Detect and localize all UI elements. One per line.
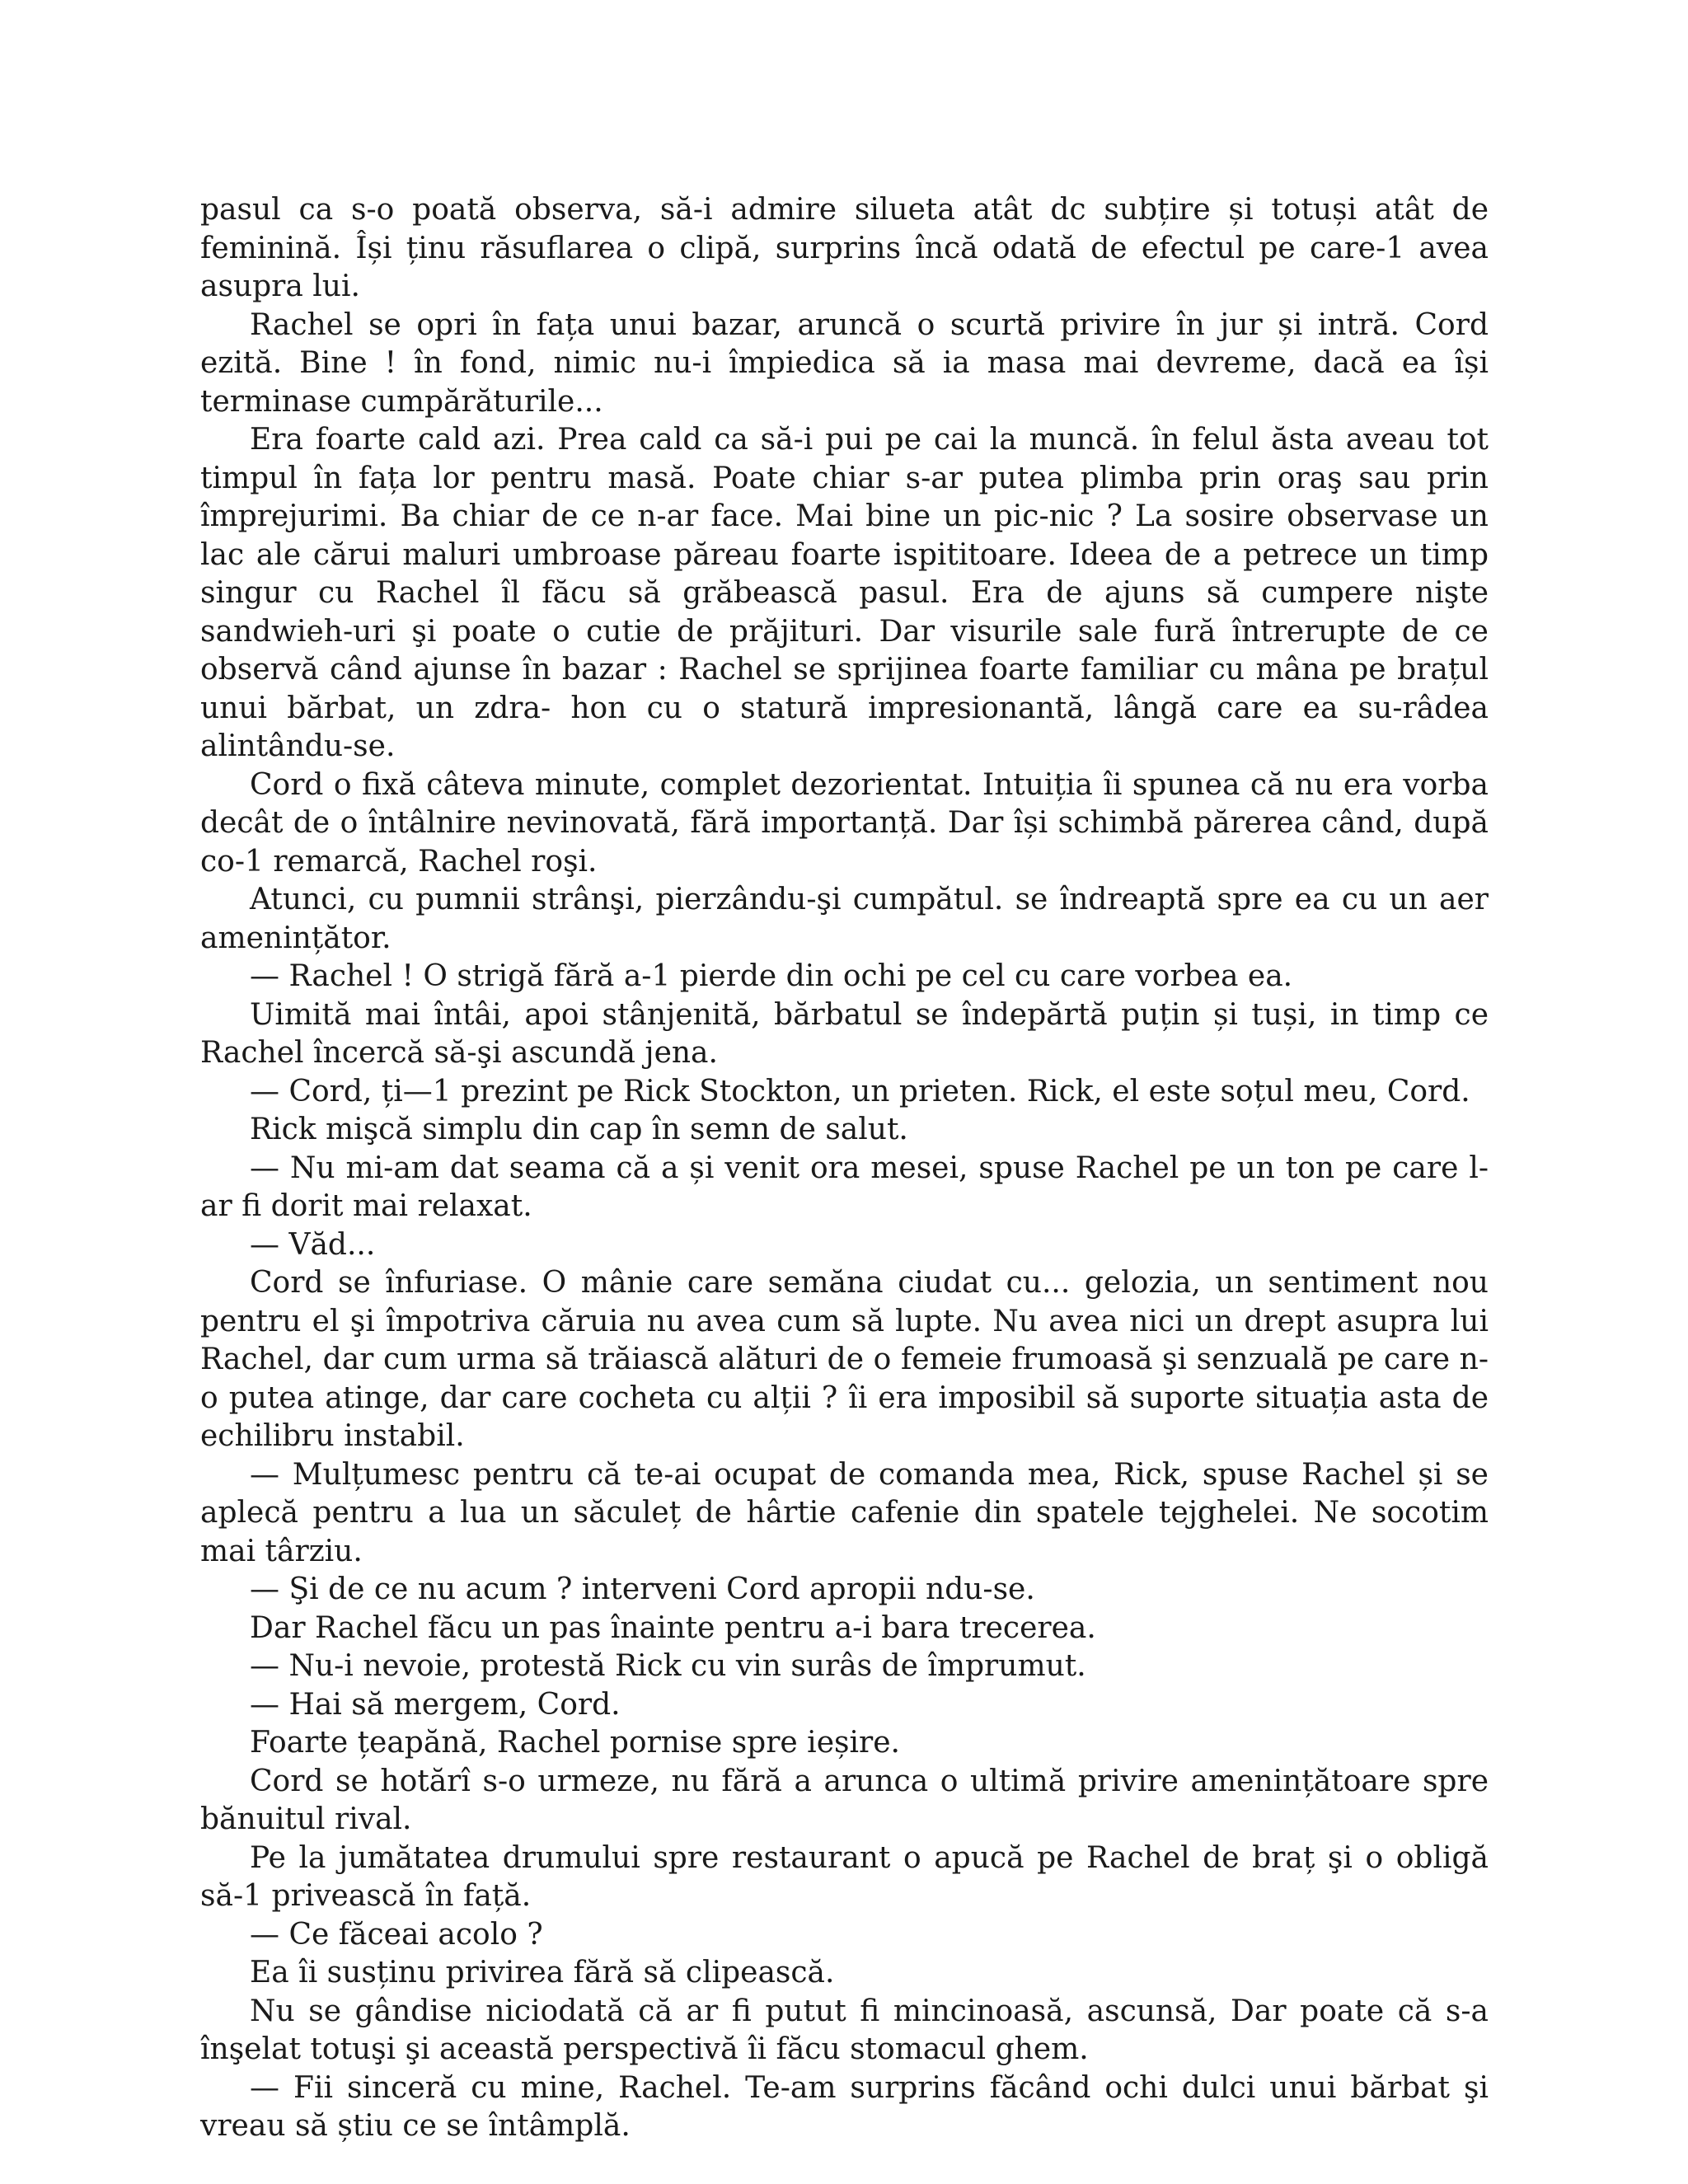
paragraph: Era foarte cald azi. Prea cald ca să-i pui pe cai la muncă. în felul ăsta aveau tot timpul în fața lor pentru masă. Poate chiar s-ar putea plimba prin oraş sau prin împrejurimi. Ba chiar de ce n-ar face. Mai bine un pic-nic ? La sosire observase un lac ale cărui maluri umbroase păreau foarte ispititoare. Ideea de a petrece un timp singur cu Rachel îl făcu să grăbească pasul. Era de ajuns să cumpere nişte sandwieh-uri şi poate o cutie de prăjituri. Dar visurile sale fură întrerupte de ce observă când ajunse în bazar : Rachel se sprijinea foarte familiar cu mâna pe brațul unui bărbat, un zdra- hon cu o statură impresionantă, lângă care ea su-râdea alintându-se. xyxy=(200,423,1489,763)
dialogue-line: — Fii sinceră cu mine, Rachel. Te-am surprins făcând ochi dulci unui bărbat şi vreau să știu ce se întâmplă. xyxy=(200,2070,1489,2143)
paragraph: Rick mişcă simplu din cap în semn de salut. xyxy=(250,1113,908,1146)
page-text xyxy=(200,191,1489,2146)
paragraph: Ea îi susținu privirea fără să clipească. xyxy=(250,1956,835,1990)
paragraph: pasul ca s-o poată observa, să-i admire silueta atât dc subțire și totuși atât de feminină. Își ținu răsuflarea o clipă, surprins încă odată de efectul pe care-1 avea asupra lui. xyxy=(200,193,1489,303)
paragraph: Rachel se opri în fața unui bazar, aruncă o scurtă privire în jur și intră. Cord ezită. Bine ! în fond, nimic nu-i împiedica să ia masa mai devreme, dacă ea își terminase cumpărăturile... xyxy=(200,307,1489,419)
dialogue-line: — Mulțumesc pentru că te-ai ocupat de comanda mea, Rick, spuse Rachel și se aplecă pentru a lua un săculeț de hârtie cafenie din spatele tejghelei. Ne socotim mai târziu. xyxy=(200,1457,1489,1568)
paragraph: Cord se hotărî s-o urmeze, nu fără a arunca o ultimă privire amenințătoare spre bănuitul rival. xyxy=(200,1764,1489,1836)
dialogue-line: — Hai să mergem, Cord. xyxy=(250,1687,621,1722)
paragraph: Pe la jumătatea drumului spre restaurant o apucă pe Rachel de braț şi o obligă să-1 privească în față. xyxy=(200,1840,1489,1913)
paragraph: Atunci, cu pumnii strânşi, pierzându-şi cumpătul. se îndreaptă spre ea cu un aer amenințător. xyxy=(200,883,1489,955)
paragraph: Nu se gândise niciodată că ar fi putut fi mincinoasă, ascunsă, Dar poate că s-a înşelat totuşi şi această perspectivă îi făcu stomacul ghem. xyxy=(200,1994,1489,2066)
dialogue-line: — Ce făceai acolo ? xyxy=(250,1917,543,1952)
dialogue-line: — Şi de ce nu acum ? interveni Cord apropii ndu-se. xyxy=(250,1572,1035,1606)
paragraph: Foarte țeapănă, Rachel pornise spre ieșire. xyxy=(250,1726,900,1760)
paragraph: Uimită mai întâi, apoi stânjenită, bărbatul se îndepărtă puțin și tuși, in timp ce Rachel încercă să-şi ascundă jena. xyxy=(200,997,1489,1070)
dialogue-line: — Nu-i nevoie, protestă Rick cu vin surâs de împrumut. xyxy=(250,1649,1086,1683)
paragraph: Dar Rachel făcu un pas înainte pentru a-i bara trecerea. xyxy=(250,1610,1096,1645)
paragraph: Cord o fixă câteva minute, complet dezorientat. Intuiția îi spunea că nu era vorba decât de o întâlnire nevinovată, fără importanță. Dar își schimbă părerea când, după co-1 remarcă, Rachel roşi. xyxy=(200,767,1489,879)
dialogue-line: — Cord, ți—1 prezint pe Rick Stockton, un prieten. Rick, el este soțul meu, Cord. xyxy=(250,1074,1470,1108)
dialogue-line: — Rachel ! O strigă fără a-1 pierde din ochi pe cel cu care vorbea ea. xyxy=(250,959,1293,993)
dialogue-line: — Nu mi-am dat seama că a și venit ora mesei, spuse Rachel pe un ton pe care l-ar fi dorit mai relaxat. xyxy=(200,1151,1489,1223)
dialogue-line: — Văd... xyxy=(250,1227,376,1262)
paragraph: Cord se înfuriase. O mânie care semăna ciudat cu... gelozia, un sentiment nou pentru el şi împotriva căruia nu avea cum să lupte. Nu avea nici un drept asupra lui Rachel, dar cum urma să trăiască alături de o femeie frumoasă şi senzuală pe care n-o putea atinge, dar care cocheta cu alții ? îi era imposibil să suporte situația asta de echilibru instabil. xyxy=(200,1266,1489,1453)
